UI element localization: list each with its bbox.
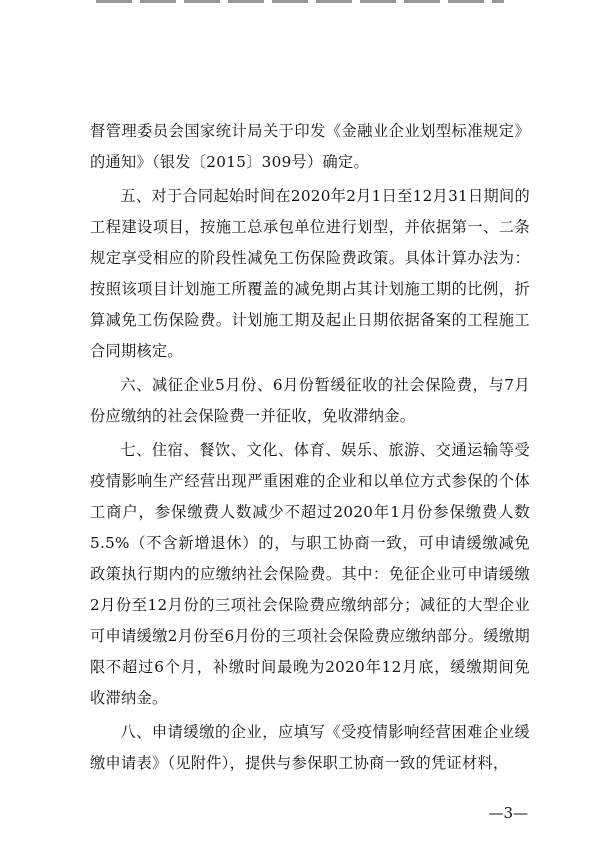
paragraph-item-7: 七、住宿、餐饮、文化、体育、娱乐、旅游、交通运输等受疫情影响生产经营出现严重困难的企业和以单位方式参保的个体工商户，参保缴费人数减少不超过2020年1月份参保缴费人数5.5%（不含新增退休）的，与职工协商一致，可申请缓缴减免政策执行期内的应缴纳社会保险费。其中：免征企业可申请缓缴2月份至12月份的三项社会保险费应缴纳部分；减征的大型企业可申请缓缴2月份至6月份的三项社会保险费应缴纳部分。缓缴期限不超过6个月，补缴时间最晚为2020年12月底，缓缴期间免收滞纳金。	[90, 441, 530, 707]
paragraph-item-5: 五、对于合同起始时间在2020年2月1日至12月31日期间的工程建设项目，按施工总承包单位进行划型，并依据第一、二条规定享受相应的阶段性减免工伤保险费政策。具体计算办法为：按照该项目计划施工所覆盖的减免期占其计划施工期的比例，折算减免工伤保险费。计划施工期及起止日期依据备案的工程施工合同期核定。	[90, 187, 530, 360]
scan-top-edge-mark	[96, 0, 504, 3]
paragraph-continuation: 督管理委员会国家统计局关于印发《金融业企业划型标准规定》的通知》（银发〔2015〕309号）确定。	[90, 122, 530, 171]
page-number: —3—	[488, 804, 528, 822]
document-body	[90, 116, 530, 782]
paragraph-item-8: 八、申请缓缴的企业，应填写《受疫情影响经营困难企业缓缴申请表》（见附件），提供与参保职工协商一致的凭证材料，	[90, 723, 530, 772]
paragraph-item-6: 六、减征企业5月份、6月份暂缓征收的社会保险费，与7月份应缴纳的社会保险费一并征收，免收滞纳金。	[90, 376, 530, 425]
